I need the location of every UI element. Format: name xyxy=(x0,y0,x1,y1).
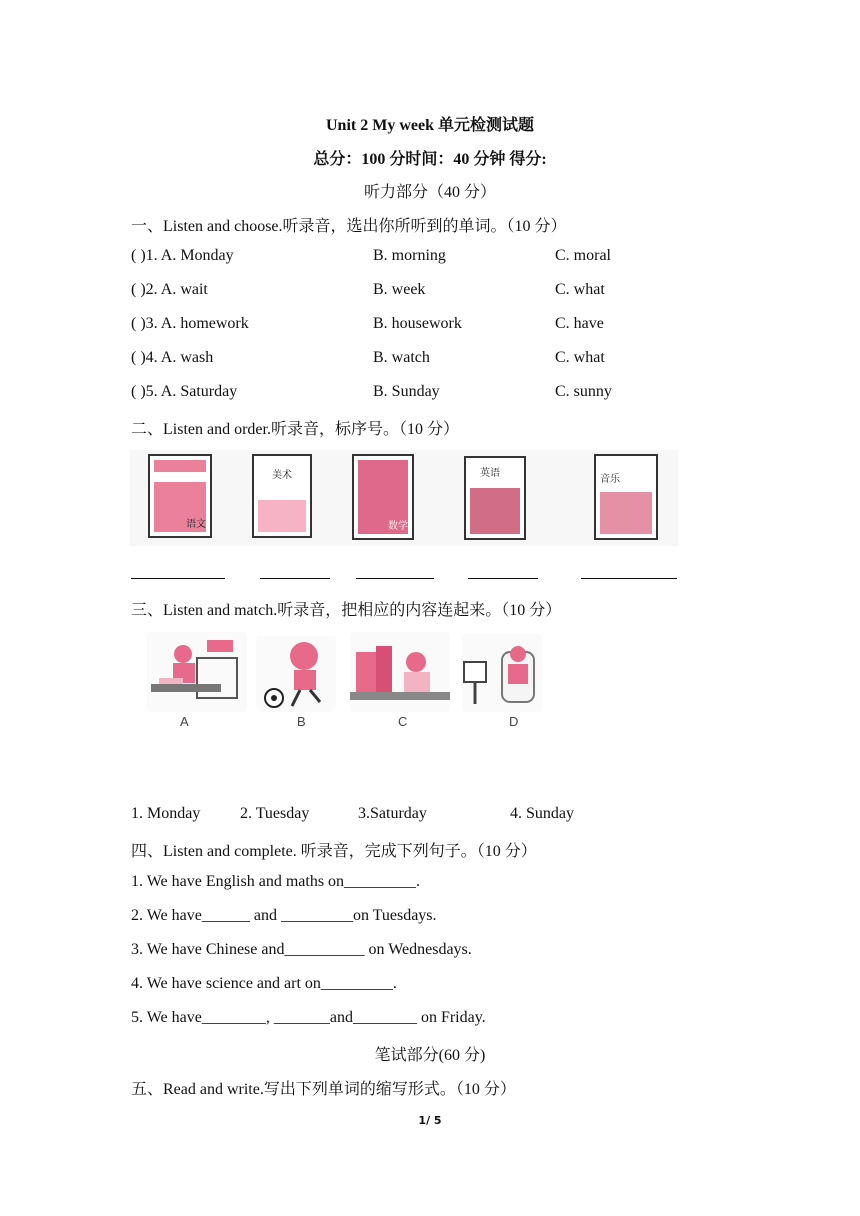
book-label-chinese: 语文 xyxy=(186,519,206,530)
book-label-maths: 数学 xyxy=(388,521,408,532)
section4-heading: 四、Listen and complete. 听录音，完成下列句子。（10 分） xyxy=(131,843,537,860)
score-line: 总分：100 分时间：40 分钟 得分: xyxy=(313,151,547,168)
maths-book-image xyxy=(352,454,414,540)
choice-item-3-a: ( )3. A. homework xyxy=(131,315,249,332)
day-option-2: 2. Tuesday xyxy=(240,805,310,822)
choice-item-5-b: B. Sunday xyxy=(373,383,440,400)
picture-label-c: C xyxy=(398,714,408,729)
reading-scene-image xyxy=(350,632,450,712)
choice-item-1-c: C. moral xyxy=(555,247,611,264)
section3-heading: 三、Listen and match.听录音，把相应的内容连起来。（10 分） xyxy=(131,602,562,619)
choice-item-2-c: C. what xyxy=(555,281,605,298)
choice-item-5-c: C. sunny xyxy=(555,383,612,400)
choice-item-4-c: C. what xyxy=(555,349,605,366)
written-part-heading: 笔试部分(60 分) xyxy=(374,1047,486,1064)
section1-heading: 一、Listen and choose.听录音，选出你所听到的单词。（10 分） xyxy=(131,218,567,235)
order-blank-5[interactable] xyxy=(581,578,677,579)
book-label-music: 音乐 xyxy=(600,474,620,485)
choice-item-1-a: ( )1. A. Monday xyxy=(131,247,234,264)
page-number: 1/ 5 xyxy=(418,1114,442,1127)
football-scene-image xyxy=(256,636,336,712)
complete-sentence-4: 4. We have science and art on_________. xyxy=(131,975,397,992)
book-label-art: 美术 xyxy=(272,470,292,481)
choice-item-2-b: B. week xyxy=(373,281,426,298)
day-option-4: 4. Sunday xyxy=(510,805,574,822)
music-book-image xyxy=(594,454,658,540)
page-title: Unit 2 My week 单元检测试题 xyxy=(326,117,534,134)
choice-item-3-b: B. housework xyxy=(373,315,462,332)
order-blank-1[interactable] xyxy=(131,578,225,579)
order-blank-2[interactable] xyxy=(260,578,330,579)
choice-item-3-c: C. have xyxy=(555,315,604,332)
listening-part-heading: 听力部分（40 分） xyxy=(363,184,496,201)
picture-label-d: D xyxy=(509,714,519,729)
order-blank-4[interactable] xyxy=(468,578,538,579)
english-book-image xyxy=(464,456,526,540)
studying-scene-image xyxy=(147,632,247,712)
section5-heading: 五、Read and write.写出下列单词的缩写形式。（10 分） xyxy=(131,1081,516,1098)
complete-sentence-3: 3. We have Chinese and__________ on Wednesdays. xyxy=(131,941,472,958)
picture-label-b: B xyxy=(297,714,306,729)
choice-item-4-b: B. watch xyxy=(373,349,430,366)
chinese-book-image xyxy=(148,454,212,538)
complete-sentence-5: 5. We have________, _______and________ on Friday. xyxy=(131,1009,486,1026)
complete-sentence-2: 2. We have______ and _________on Tuesdays. xyxy=(131,907,437,924)
choice-item-2-a: ( )2. A. wait xyxy=(131,281,208,298)
choice-item-1-b: B. morning xyxy=(373,247,446,264)
choice-item-4-a: ( )4. A. wash xyxy=(131,349,214,366)
section2-heading: 二、Listen and order.听录音，标序号。（10 分） xyxy=(131,421,459,438)
picture-label-a: A xyxy=(180,714,189,729)
complete-sentence-1: 1. We have English and maths on_________. xyxy=(131,873,421,890)
relaxing-scene-image xyxy=(462,634,542,712)
day-option-1: 1. Monday xyxy=(131,805,201,822)
art-book-image xyxy=(252,454,312,538)
textbook-picture-strip xyxy=(130,450,678,546)
order-blank-3[interactable] xyxy=(356,578,434,579)
choice-item-5-a: ( )5. A. Saturday xyxy=(131,383,238,400)
book-label-english: 英语 xyxy=(480,468,500,479)
day-option-3: 3.Saturday xyxy=(358,805,427,822)
